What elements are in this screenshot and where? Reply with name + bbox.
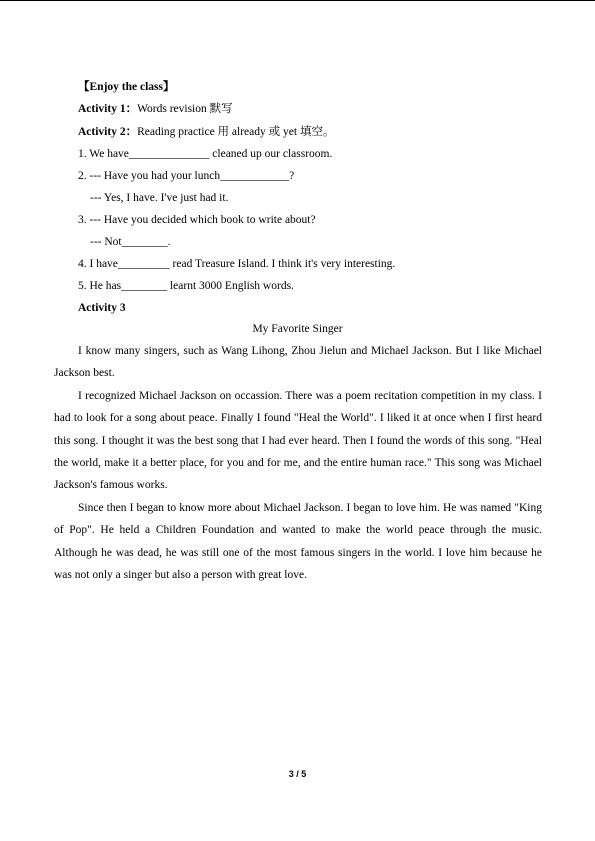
activity-3-label: Activity 3 — [78, 302, 126, 314]
top-rule — [0, 0, 595, 1]
story-paragraph-3: Since then I began to know more about Michael Jackson. I began to love him. He was named "King of Pop". He held a Children Foundation and wanted to make the world peace through the music. Although he was dead, he was still one of the most famous singers in the world. I love him because he was not only a singer but also a person with great love. — [54, 502, 542, 581]
exercise-2-answer: --- Yes, I have. I've just had it. — [90, 192, 229, 204]
activity-1-text: Words revision 默写 — [137, 103, 233, 115]
activity-2-text: Reading practice 用 already 或 yet 填空。 — [137, 126, 335, 138]
exercise-1: 1. We have______________ cleaned up our classroom. — [78, 148, 333, 160]
activity-2 — [78, 125, 334, 139]
exercise-5: 5. He has________ learnt 3000 English words. — [78, 280, 294, 292]
section-heading: 【Enjoy the class】 — [78, 81, 175, 93]
activity-2-label: Activity 2： — [78, 126, 138, 138]
exercise-3: 3. --- Have you decided which book to write about? — [78, 214, 316, 226]
story-paragraph-2: I recognized Michael Jackson on occassion. There was a poem recitation competition in my class. I had to look for a song about peace. Finally I found "Heal the World". I liked it at once when I first heard this song. I thought it was the best song that I had ever heard. Then I found the words of this song. "Heal the world, make it a better place, for you and for me, and the entire human race." This song was Michael Jackson's famous works. — [54, 390, 542, 492]
exercise-4: 4. I have_________ read Treasure Island. I think it's very interesting. — [78, 258, 396, 270]
story-title: My Favorite Singer — [252, 323, 343, 335]
story-paragraph-1: I know many singers, such as Wang Lihong, Zhou Jielun and Michael Jackson. But I like Michael Jackson best. — [54, 345, 542, 380]
activity-1 — [78, 102, 233, 116]
exercise-3-answer: --- Not________. — [90, 236, 171, 248]
exercise-2: 2. --- Have you had your lunch____________? — [78, 170, 295, 182]
activity-1-label: Activity 1： — [78, 103, 138, 115]
page-number: 3 / 5 — [288, 769, 307, 779]
